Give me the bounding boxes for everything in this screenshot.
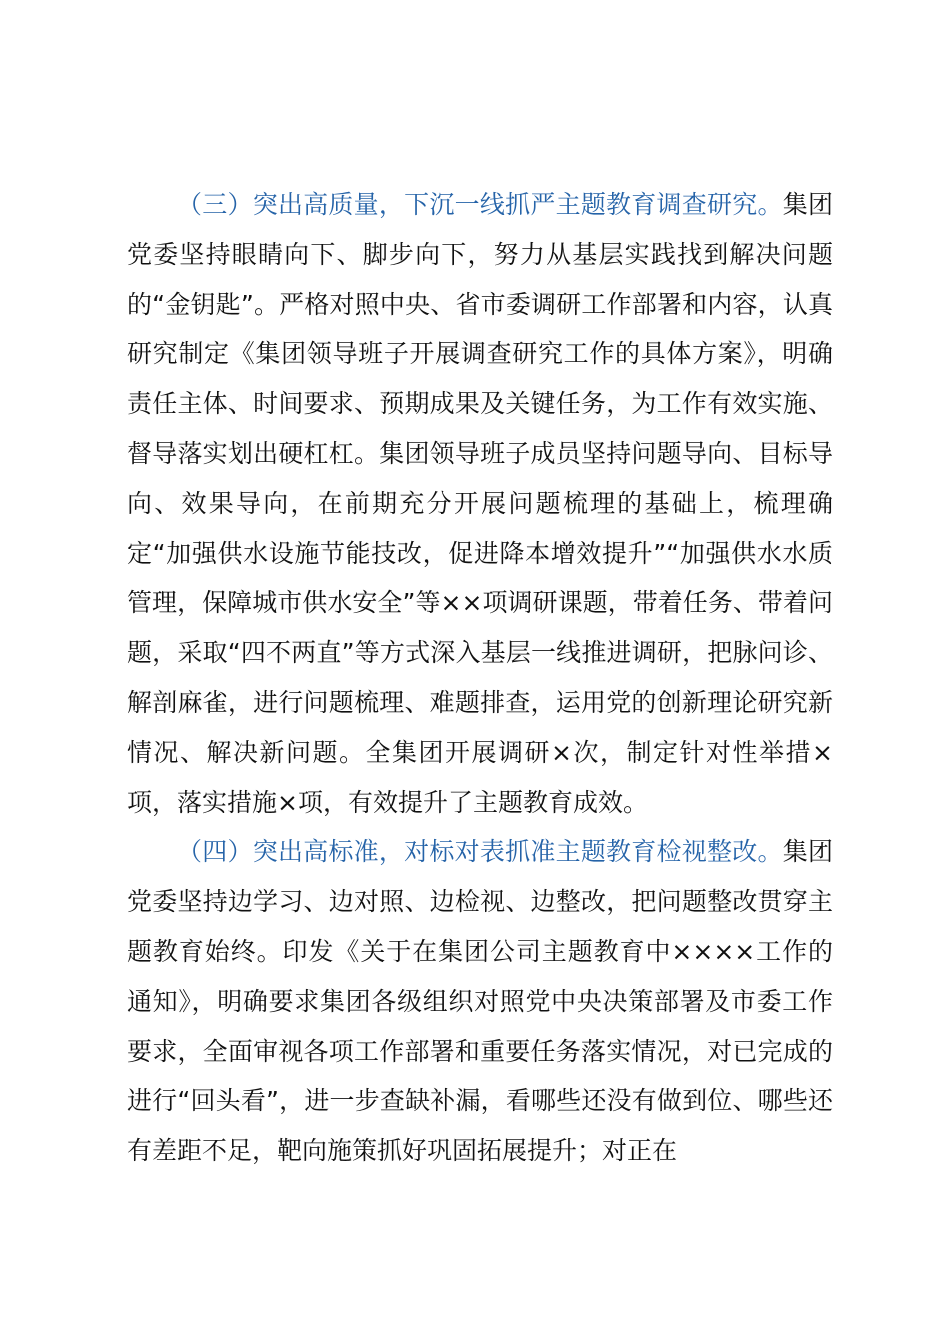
paragraph-4-heading: （四）突出高标准，对标对表抓准主题教育检视整改。 (177, 837, 783, 867)
paragraph-3-body: 集团党委坚持眼睛向下、脚步向下，努力从基层实践找到解决问题的“金钥匙”。严格对照中央、省市委调研工作部署和内容，认真研究制定《集团领导班子开展调查研究工作的具体方案》，明确责任主体、时间要求、预期成果及关键任务，为工作有效实施、督导落实划出硬杠杠。集团领导班子成员坚持问题导向、目标导向、效果导向，在前期充分开展问题梳理的基础上，梳理确定“加强供水设施节能技改，促进降本增效提升”“加强供水水质管理，保障城市供水安全”等××项调研课题，带着任务、带着问题，采取“四不两直”等方式深入基层一线推进调研，把脉问诊、解剖麻雀，进行问题梳理、难题排查，运用党的创新理论研究新情况、解决新问题。全集团开展调研×次，制定针对性举措×项，落实措施×项，有效提升了主题教育成效。 (127, 190, 833, 817)
paragraph-4 (127, 827, 833, 1176)
paragraph-4-body: 集团党委坚持边学习、边对照、边检视、边整改，把问题整改贯穿主题教育始终。印发《关于在集团公司主题教育中××××工作的通知》，明确要求集团各级组织对照党中央决策部署及市委工作要求，全面审视各项工作部署和重要任务落实情况，对已完成的进行“回头看”，进一步查缺补漏，看哪些还没有做到位、哪些还有差距不足，靶向施策抓好巩固拓展提升；对正在 (127, 837, 833, 1166)
paragraph-3 (127, 180, 833, 827)
document-body (127, 180, 833, 1176)
paragraph-3-heading: （三）突出高质量，下沉一线抓严主题教育调查研究。 (177, 190, 783, 219)
